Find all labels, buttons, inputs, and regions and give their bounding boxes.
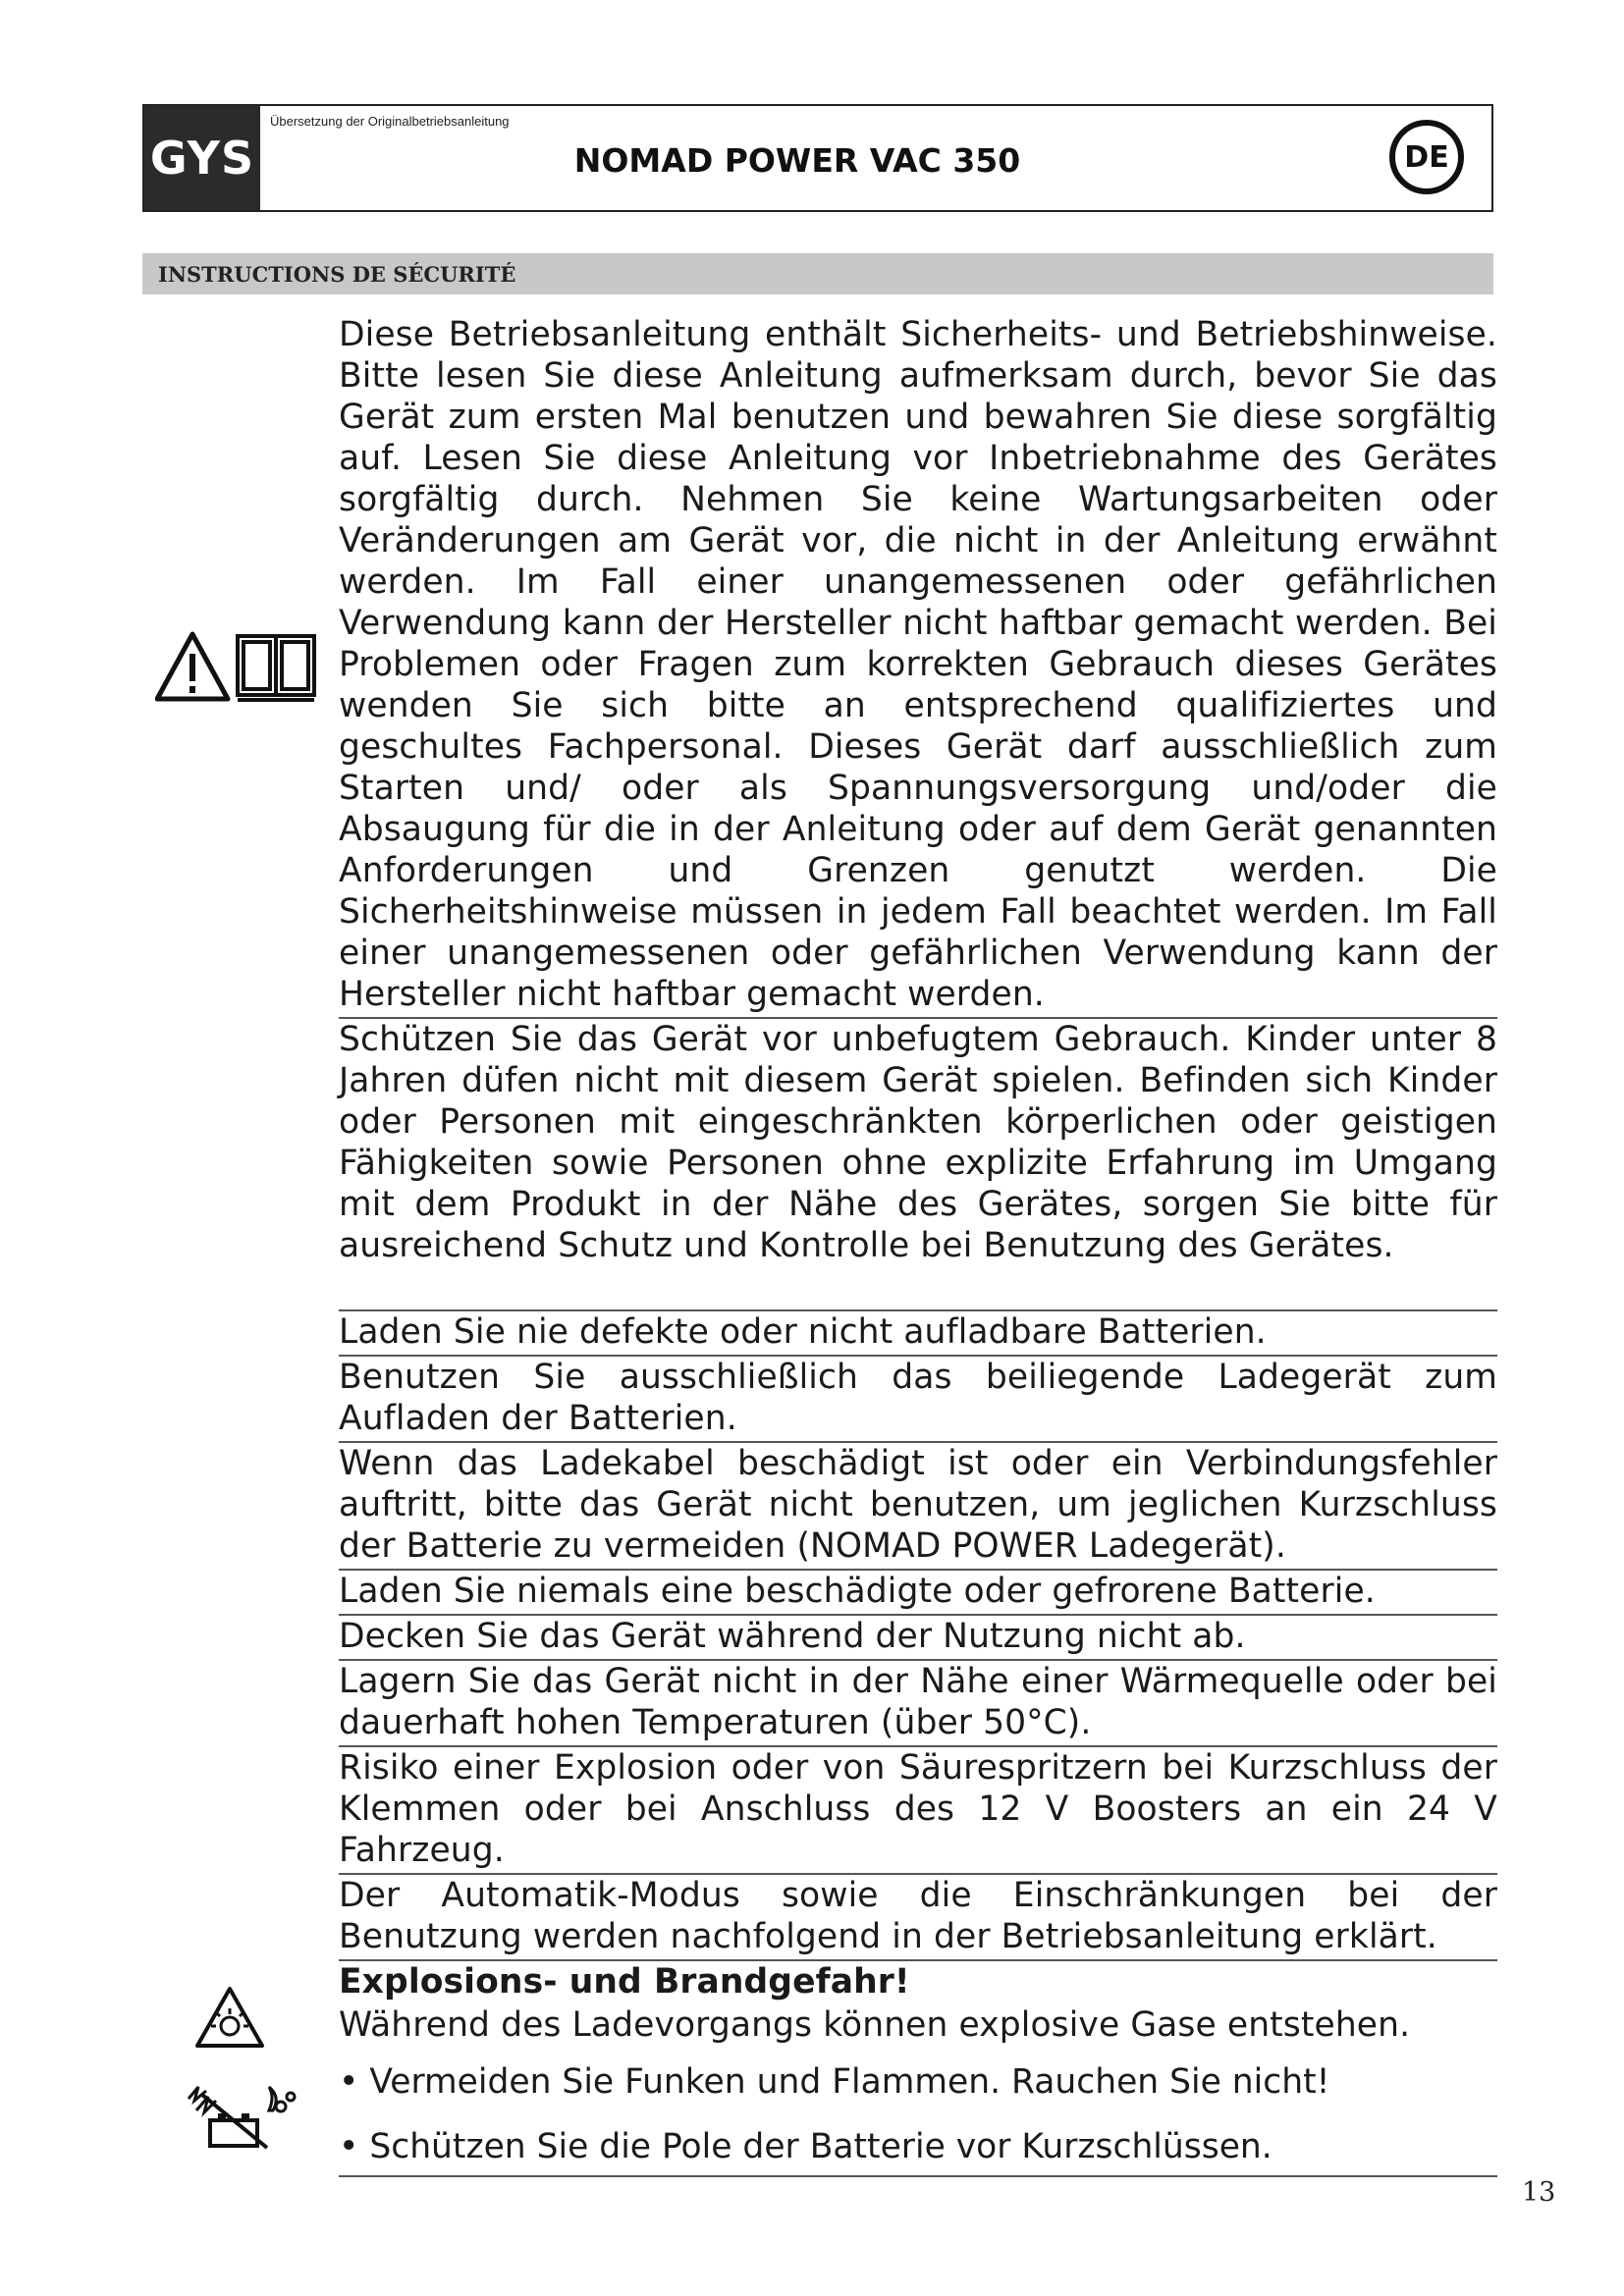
bullet-item bbox=[339, 2048, 1497, 2112]
explosion-heading-text: Explosions- und Brandgefahr! bbox=[339, 1962, 910, 2002]
language-badge: DE bbox=[1389, 120, 1464, 194]
bullet-text: Vermeiden Sie Funken und Flammen. Rauchen Sie nicht! bbox=[369, 2062, 1330, 2102]
explosion-heading bbox=[339, 1961, 1497, 2004]
paragraph-explosion-risk: Risiko einer Explosion oder von Säurespritzern bei Kurzschluss der Klemmen oder bei Anschluss des 12 V Boosters an ein 24 V Fahrzeug. bbox=[339, 1747, 1497, 1875]
section-header bbox=[142, 253, 1493, 294]
explosion-warning-icon bbox=[194, 1985, 265, 2054]
safety-content bbox=[339, 314, 1497, 2177]
paragraph-unauthorized-use: Schützen Sie das Gerät vor unbefugtem Gebrauch. Kinder unter 8 Jahren düfen nicht mit diesem Gerät spielen. Befinden sich Kinder oder Personen mit eingeschränkten körperlichen oder geistigen Fähigkeiten sowie Personen ohne explizite Erfahrung im Umgang mit dem Produkt in der Nähe des Gerätes, sorgen Sie bitte für ausreichend Schutz und Kontrolle bei Benutzung des Gerätes. bbox=[339, 1019, 1497, 1311]
paragraph-defective-batteries: Laden Sie nie defekte oder nicht aufladbare Batterien. bbox=[339, 1311, 1497, 1357]
paragraph-storage: Lagern Sie das Gerät nicht in der Nähe einer Wärmequelle oder bei dauerhaft hohen Temperaturen (über 50°C). bbox=[339, 1661, 1497, 1747]
page-number: 13 bbox=[1522, 2177, 1556, 2208]
document-title: NOMAD POWER VAC 350 bbox=[573, 141, 1021, 180]
no-sparks-flames-icon bbox=[183, 2081, 300, 2156]
manual-book-icon bbox=[238, 636, 314, 700]
explosion-text: Während des Ladevorgangs können explosive Gase entstehen. bbox=[339, 2005, 1411, 2045]
bullet-text: Schützen Sie die Pole der Batterie vor Kurzschlüssen. bbox=[369, 2127, 1272, 2166]
paragraph-cable-damage: Wenn das Ladekabel beschädigt ist oder ein Verbindungsfehler auftritt, bitte das Gerät nicht benutzen, um jeglichen Kurzschluss der Batterie zu vermeiden (NOMAD POWER Ladegerät). bbox=[339, 1443, 1497, 1571]
paragraph-charger: Benutzen Sie ausschließlich das beiliegende Ladegerät zum Aufladen der Batterien. bbox=[339, 1357, 1497, 1443]
paragraph-damaged-battery: Laden Sie niemals eine beschädigte oder gefrorene Batterie. bbox=[339, 1571, 1497, 1616]
warning-triangle-icon bbox=[155, 628, 322, 705]
paragraph-automatic-mode: Der Automatik-Modus sowie die Einschränkungen bei der Benutzung werden nachfolgend in der Betriebsanleitung erklärt. bbox=[339, 1875, 1497, 1961]
paragraph-do-not-cover: Decken Sie das Gerät während der Nutzung nicht ab. bbox=[339, 1616, 1497, 1661]
document-header bbox=[142, 104, 1493, 212]
bullet-dot: • bbox=[339, 2127, 359, 2166]
header-subtitle: Übersetzung der Originalbetriebsanleitung bbox=[270, 114, 510, 129]
brand-logo: GYS bbox=[144, 106, 260, 210]
bullet-dot: • bbox=[339, 2062, 359, 2102]
bullet-item bbox=[339, 2112, 1497, 2177]
paragraph-intro: Diese Betriebsanleitung enthält Sicherheits- und Betriebshinweise. Bitte lesen Sie diese Anleitung aufmerksam durch, bevor Sie das Gerät zum ersten Mal benutzen und bewahren Sie diese sorgfältig auf. Lesen Sie diese Anleitung vor Inbetriebnahme des Gerätes sorgfältig durch. Nehmen Sie keine Wartungsarbeiten oder Veränderungen am Gerät vor, die nicht in der Anleitung erwähnt werden. Im Fall einer unangemessenen oder gefährlichen Verwendung kann der Hersteller nicht haftbar gemacht werden. Bei Problemen oder Fragen zum korrekten Gebrauch dieses Gerätes wenden Sie sich bitte an entsprechend qualifiziertes und geschultes Fachpersonal. Dieses Gerät darf ausschließlich zum Starten und/ oder als Spannungsversorgung und/oder die Absaugung für die in der Anleitung oder auf dem Gerät genannten Anforderungen und Grenzen genutzt werden. Die Sicherheitshinweise müssen in jedem Fall beachtet werden. Im Fall einer unangemessenen oder gefährlichen Verwendung kann der Hersteller nicht haftbar gemacht werden. bbox=[339, 314, 1497, 1019]
section-title: INSTRUCTIONS DE SÉCURITÉ bbox=[158, 261, 516, 287]
warning-manual-icons bbox=[155, 628, 322, 709]
header-main bbox=[260, 106, 1491, 210]
